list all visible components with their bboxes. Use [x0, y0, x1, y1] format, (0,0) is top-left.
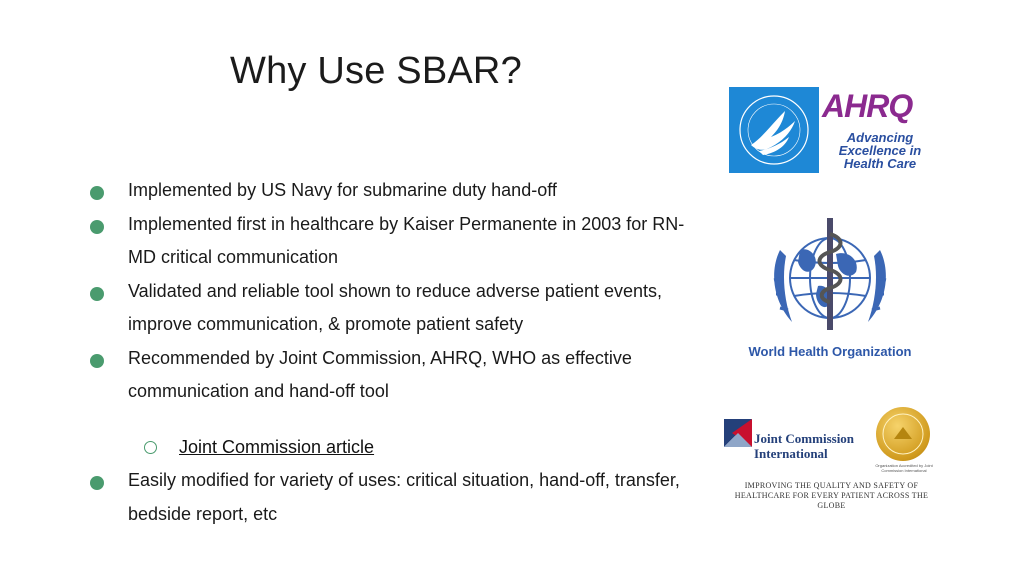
slide-title: Why Use SBAR? — [230, 50, 522, 92]
bullet-dot-icon — [90, 287, 104, 301]
jci-seal-caption: Organization Accredited by Joint Commission International — [875, 463, 933, 473]
hhs-logo — [729, 87, 819, 173]
who-emblem-icon — [740, 210, 920, 340]
jci-tagline: IMPROVING THE QUALITY AND SAFETY OF HEALTHCARE FOR EVERY PATIENT ACROSS THE GLOBE — [734, 481, 929, 510]
bullet-dot-icon — [90, 220, 104, 234]
bullet-text: Implemented first in healthcare by Kaiser Permanente in 2003 for RN-MD critical communication — [128, 213, 685, 267]
bullet-item — [88, 464, 708, 531]
ahrq-logo — [822, 88, 932, 174]
hollow-bullet-icon — [144, 441, 157, 454]
who-logo — [740, 210, 920, 365]
bullet-list — [88, 174, 708, 531]
jci-name: Joint Commission International — [754, 431, 855, 461]
bullet-text: Recommended by Joint Commission, AHRQ, WHO as effective communication and hand-off tool — [128, 347, 632, 401]
bullet-item — [88, 174, 708, 208]
hhs-eagle-icon — [729, 87, 819, 173]
bullet-dot-icon — [90, 476, 104, 490]
ahrq-tagline: Advancing Excellence in Health Care — [838, 130, 922, 171]
bullet-item — [88, 208, 708, 275]
joint-commission-article-link[interactable]: Joint Commission article — [179, 436, 375, 457]
bullet-text: Easily modified for variety of uses: critical situation, hand-off, transfer, bedside report, etc — [128, 470, 680, 524]
bullet-item — [88, 275, 708, 342]
sub-bullet-item — [88, 431, 708, 465]
jci-gold-seal-icon — [876, 407, 930, 461]
bullet-text: Validated and reliable tool shown to reduce adverse patient events, improve communication, & promote patient safety — [128, 280, 663, 334]
bullet-dot-icon — [90, 186, 104, 200]
who-label: World Health Organization — [748, 344, 912, 359]
jci-logo — [724, 405, 939, 510]
bullet-item — [88, 342, 708, 409]
ahrq-wordmark: AHRQ — [822, 88, 913, 124]
bullet-dot-icon — [90, 354, 104, 368]
jci-flag-icon — [724, 419, 752, 453]
bullet-text: Implemented by US Navy for submarine duty hand-off — [128, 180, 557, 200]
